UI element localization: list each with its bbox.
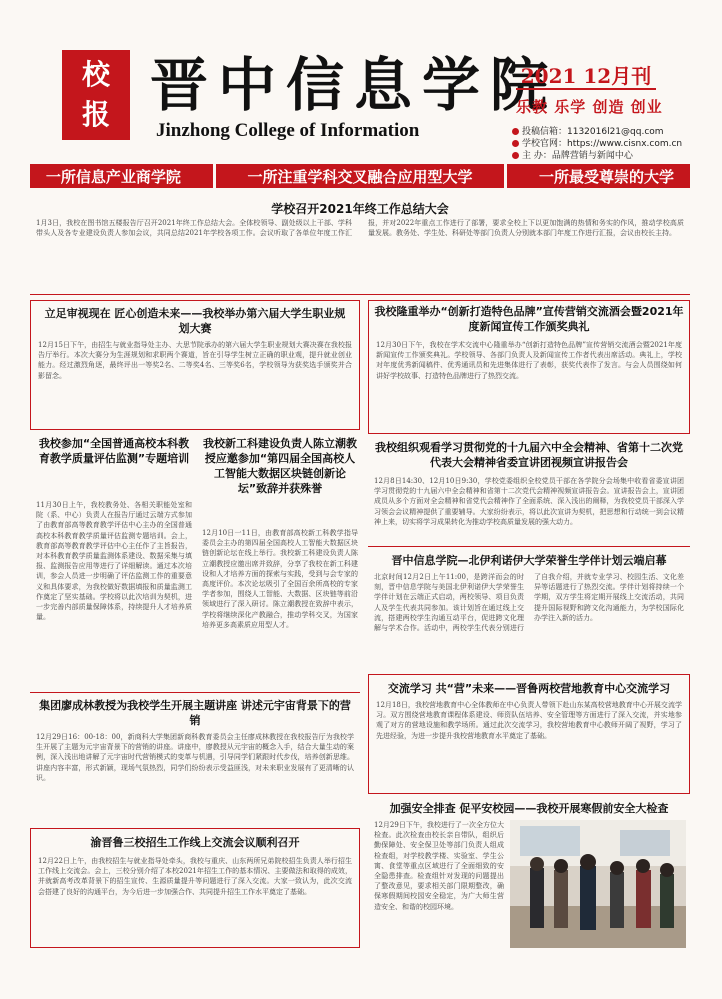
safety-inspection-photo (510, 820, 686, 948)
bullet-icon (512, 128, 519, 135)
article-11-title: 加强安全排查 促平安校园——我校开展寒假前安全大检查 (389, 802, 669, 815)
contact-email: 投稿信箱：1132016l21@qq.com (512, 124, 664, 137)
bullet-icon (512, 152, 519, 159)
divider (30, 294, 690, 295)
article-7-body: 12月30日下午，我校在学术交流中心隆重举办“创新打造特色品牌”宣传营销交流酒会暨2021年度新闻宣传工作颁奖典礼。学校领导、各部门负责人及新闻宣传工作者代表出席活动。典礼上，学校对年度优秀新闻稿件、优秀通讯员和先进集体进行了表彰，获奖代表作了发言。与会人员围绕如何讲好学校故事、打造特色品牌进行了热烈交流。 (376, 341, 682, 380)
masthead-title: 晋中信息学院 (150, 51, 559, 119)
article-9-title: 晋中信息学院—北伊利诺伊大学荣誉生学伴计划云端启幕 (391, 554, 667, 567)
badge-char-2: 报 (81, 98, 110, 131)
article-6-title: 渝晋鲁三校招生工作线上交流会议顺利召开 (90, 836, 300, 849)
article-1-title: 学校召开2021年终工作总结大会 (271, 202, 449, 216)
article-4-title: 我校新工科建设负责人陈立潮教授应邀参加“第四届全国高校人工智能大数据区块链创新论坛”致辞并获殊誉 (203, 437, 357, 495)
school-paper-badge (62, 50, 130, 140)
article-1-body: 1月3日，我校在图书馆五楼报告厅召开2021年终工作总结大会。全体校领导、副处级以上干部、学科带头人及各专业建设负责人参加会议，共同总结2021年学校各项工作。会议听取了各单位年度工作汇报，并对2022年重点工作进行了部署，要求全校上下以更加饱满的热情和务实的作风，推动学校高质量发展。教务处、学生处、科研处等部门负责人分别就本部门年度工作进行汇报，会议由校长主持。 (36, 219, 684, 238)
motto: 乐教 乐学 创造 创业 (516, 98, 663, 116)
article-9-body: 北京时间12月2日上午11:00，是跨洋而会的时刻，晋中信息学院与美国北伊利诺伊大学荣誉生学伴计划在云端正式启动，两校领导、项目负责人及学生代表共同参加。该计划旨在通过线上交流，搭建两校学生沟通互动平台，促进跨文化理解与学术合作。活动中，两校学生代表分别进行了自我介绍，并就专业学习、校园生活、文化差异等话题进行了热烈交流。学伴计划将持续一个学期，双方学生将定期开展线上交流活动，共同提升国际视野和跨文化沟通能力，为学校国际化办学注入新的活力。 (374, 573, 684, 633)
article-11-body: 12月29日下午，我校进行了一次全方位大检查。此次检查由校长亲自带队，组织后勤保障处、安全保卫处等部门负责人组成检查组，对学校教学楼、实验室、学生公寓、食堂等重点区域进行了全面细致的安全隐患排查。检查组针对发现的问题提出了整改意见，要求相关部门限期整改，确保寒假期间校园安全稳定，为广大师生营造安全、和谐的校园环境。 (374, 821, 504, 911)
article-10-title: 交流学习 共“营”未来——晋鲁两校营地教育中心交流学习 (387, 682, 671, 695)
slogan-3: 一所最受尊崇的大学 (539, 167, 675, 186)
article-8-title: 我校组织观看学习贯彻党的十九届六中全会精神、省第十二次党代表大会精神省委宣讲团视频宣讲报告会 (375, 441, 683, 469)
article-3-title: 我校参加“全国普通高校本科教育教学质量评估监测”专题培训 (38, 437, 190, 465)
article-6-body: 12月22日上午，由我校招生与就业指导处牵头，我校与重庆、山东两所兄弟院校招生负责人举行招生工作线上交流会。会上，三校分别介绍了本校2021年招生工作的基本情况、主要做法和取得的成效，并就新高考改革背景下的招生宣传、生源质量提升等问题进行了深入交流。大家一致认为，此次交流会搭建了良好的沟通平台，为今后进一步加强合作、共同提升招生工作水平奠定了基础。 (38, 857, 352, 896)
slogan-2: 一所注重学科交叉融合应用型大学 (247, 167, 473, 186)
slogan-divider (504, 164, 507, 188)
article-10-body: 12月18日，我校营地教育中心全体教师在中心负责人带领下赴山东某高校营地教育中心开展交流学习。双方围绕营地教育课程体系建设、师资队伍培养、安全管理等方面进行了深入交流，并实地参观了对方的营地设施和教学场所。通过此次交流学习，我校营地教育中心教师开阔了视野，学习了先进经验，为进一步提升我校营地教育水平奠定了基础。 (376, 701, 682, 740)
article-4-body: 12月10日一11日，由教育部高校新工科教学指导委员会主办的第四届全国高校人工智能大数据区块链创新论坛在线上举行。我校新工科建设负责人陈立潮教授应邀出席并致辞，分享了我校在新工科建设和人才培养方面的探索与实践，受到与会专家的高度评价。本次论坛吸引了全国百余所高校的专家学者参加，围绕人工智能、大数据、区块链等前沿领域进行了深入研讨。陈立潮教授在致辞中表示，学校将继续深化产教融合，推动学科交叉，为国家培养更多高素质应用型人才。 (202, 529, 358, 629)
masthead-english-title: Jinzhong College of Information (156, 120, 420, 141)
contact-website: 学校官网：https://www.cisnx.com.cn (512, 136, 682, 149)
divider (30, 692, 360, 693)
article-2-title: 立足审视现在 匠心创造未来——我校举办第六届大学生职业规划大赛 (44, 307, 346, 335)
contact-organizer: 主 办：品牌营销与新闻中心 (512, 148, 633, 161)
article-5-body: 12月29日16：00-18：00，新商科大学集团新商科教育委员会主任廖成林教授在我校报告厅为我校学生开展了主题为元宇宙背景下的营销的讲座。讲座中，廖教授从元宇宙的概念入手，结合大量生动的案例，深入浅出地讲解了元宇宙时代营销模式的变革与机遇，引导同学们紧跟时代步伐，培养创新思维。讲座内容丰富，形式新颖，现场气氛热烈，同学们纷纷表示受益匪浅，对未来职业发展有了更清晰的认识。 (36, 733, 354, 782)
slogan-1: 一所信息产业商学院 (45, 167, 181, 186)
article-2-body: 12月15日下午，由招生与就业指导处主办、大思节院承办的第六届大学生职业规划大赛决赛在我校报告厅举行。本次大赛分为生涯规划和求职两个赛道，旨在引导学生树立正确的职业观，提升就业创业能力。经过激烈角逐，最终评出一等奖2名、二等奖4名、三等奖6名，学校领导为获奖选手颁奖并合影留念。 (38, 341, 352, 380)
article-8-body: 12月8日14:30、12月10日9:30，学校党委组织全校党员干部在各学院分会场集中收看省委宣讲团学习贯彻党的十九届六中全会精神和省第十二次党代会精神视频宣讲报告会。宣讲报告会上，宣讲团成员从多个方面对全会精神和省党代会精神作了全面系统、深入浅出的阐释，为我校党员干部深入学习领会会议精神提供了重要辅导。大家纷纷表示，将以此次宣讲为契机，把思想和行动统一到会议精神上来，切实将学习成果转化为推动学校高质量发展的强大动力。 (374, 477, 684, 526)
article-7-title: 我校隆重举办“创新打造特色品牌”宣传营销交流酒会暨2021年度新闻宣传工作颁奖典礼 (374, 305, 684, 333)
badge-char-1: 校 (81, 58, 110, 91)
article-3-body: 11月30日上午，我校教务处、各相关职能处室和院（系、中心）负责人在报告厅通过云端方式参加了由教育部高等教育教学评估中心主办的全国普通高校本科教育教学质量评估监测专题培训。会上，教育部高等教育教学评估中心主任作了主旨报告，对本科教育教学质量监测体系建设、数据采集与填报、监测报告应用等进行了详细解读。通过本次培训，参会人员进一步明确了评估监测工作的重要意义和具体要求，为我校做好数据填报和质量监测工作奠定了坚实基础。学校将以此次培训为契机，进一步完善内部质量保障体系，持续提升人才培养质量。 (36, 501, 192, 622)
issue-label: 2021 12月刊 (516, 60, 656, 90)
slogan-divider (213, 164, 216, 188)
slogan-bar (30, 164, 690, 188)
divider (368, 546, 690, 547)
article-5-title: 集团廖成林教授为我校学生开展主题讲座 讲述元宇宙背景下的营销 (39, 699, 351, 727)
bullet-icon (512, 140, 519, 147)
